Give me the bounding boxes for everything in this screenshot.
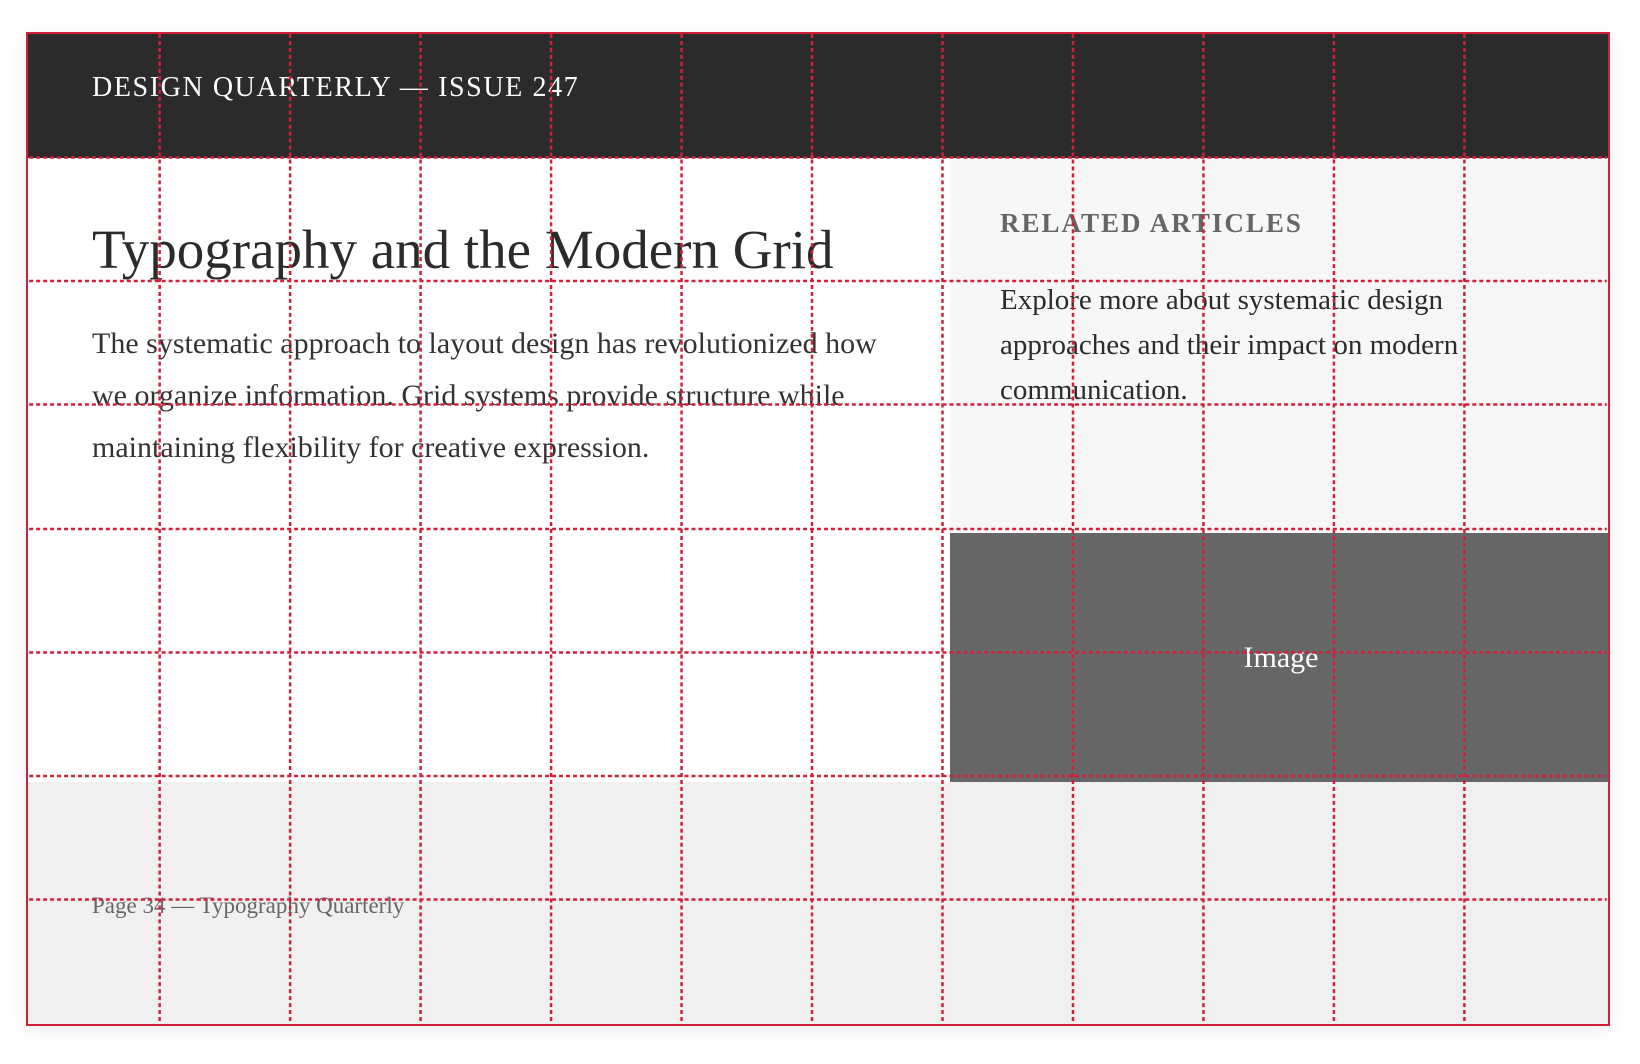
masthead-title: DESIGN QUARTERLY — ISSUE 247: [92, 72, 580, 103]
sidebar-heading: RELATED ARTICLES: [1000, 208, 1303, 238]
image-label: Image: [1243, 640, 1319, 674]
sidebar-related: [950, 158, 1610, 533]
magazine-page: [26, 32, 1610, 1026]
footer-text: Page 34 — Typography Quarterly: [92, 893, 405, 918]
page-footer: [28, 782, 1608, 1026]
image-placeholder: [950, 533, 1610, 782]
main-article: [28, 158, 950, 782]
article-title: Typography and the Modern Grid: [92, 219, 834, 280]
masthead: [28, 34, 1608, 158]
sidebar-body: Explore more about systematic design approaches and their impact on modern communication.: [1000, 284, 1459, 406]
article-body: The systematic approach to layout design has revolutionized how we organize information. Grid systems provide structure while maintaining flexibility for creative expression.: [92, 327, 877, 464]
